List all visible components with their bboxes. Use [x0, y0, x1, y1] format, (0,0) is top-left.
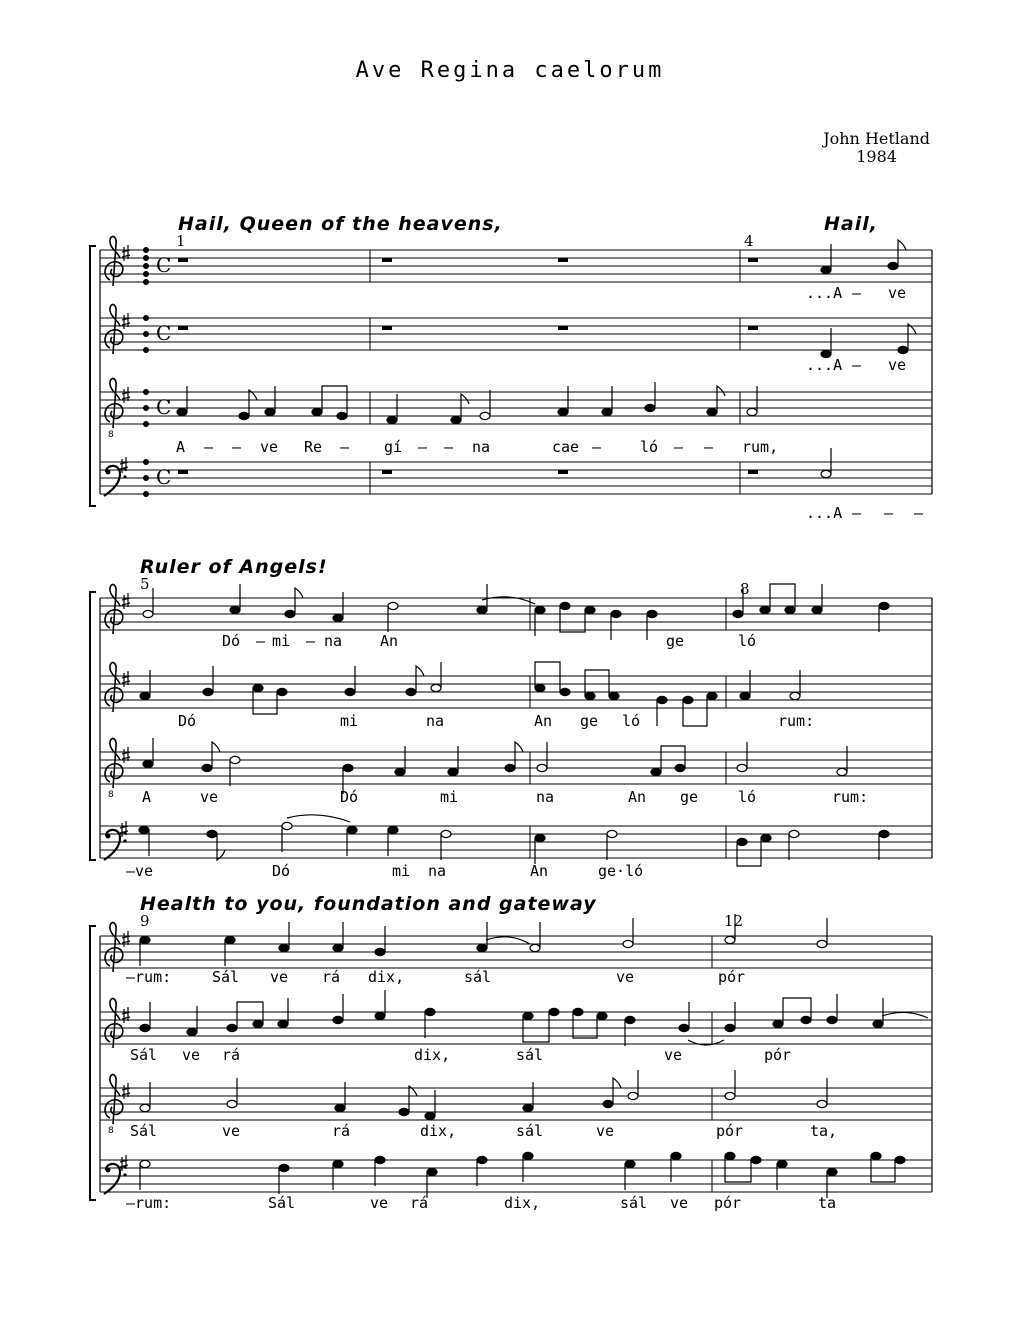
lyric: sál	[464, 968, 492, 986]
lyric: dix,	[420, 1122, 457, 1140]
lyric: –	[884, 504, 894, 522]
lyric: mi	[392, 862, 411, 880]
lyric: –	[914, 504, 924, 522]
lyric: –	[592, 438, 602, 456]
measure-number: 1	[176, 232, 186, 250]
lyric: dix,	[368, 968, 405, 986]
lyric: ve	[222, 1122, 241, 1140]
lyric: rum,	[742, 438, 779, 456]
lyric: –	[674, 438, 684, 456]
lyric: dix,	[414, 1046, 451, 1064]
lyric: ta	[818, 1194, 837, 1212]
lyric: pór	[718, 968, 746, 986]
lyric: An	[530, 862, 549, 880]
english-text: Hail, Queen of the heavens,	[178, 213, 503, 235]
lyric: –ve	[126, 862, 154, 880]
composition-year: 1984	[856, 147, 897, 166]
lyric: –	[204, 438, 214, 456]
lyric: sál	[516, 1046, 544, 1064]
lyric: na	[428, 862, 447, 880]
lyric: –rum:	[126, 968, 172, 986]
lyric: ...A	[806, 504, 843, 522]
lyric: ve	[888, 356, 907, 374]
lyric: Sál	[268, 1194, 296, 1212]
lyric: –	[444, 438, 454, 456]
lyric: ve	[200, 788, 219, 806]
lyric: pór	[714, 1194, 742, 1212]
svg-text:C: C	[156, 465, 172, 489]
lyric: ve	[260, 438, 279, 456]
lyric: An	[534, 712, 553, 730]
english-text-2: Hail,	[824, 213, 878, 235]
lyric: –	[306, 632, 316, 650]
system-1	[90, 213, 932, 522]
lyric: Dó	[222, 632, 241, 650]
lyric: –	[256, 632, 266, 650]
lyric: na	[536, 788, 555, 806]
lyric: mi	[272, 632, 291, 650]
lyric: cae	[552, 438, 580, 456]
lyric: ve	[182, 1046, 201, 1064]
english-text: Health to you, foundation and gateway	[140, 893, 597, 915]
lyric: ló	[640, 438, 659, 456]
lyric: ge	[580, 712, 599, 730]
lyric: sál	[516, 1122, 544, 1140]
lyric: na	[472, 438, 491, 456]
lyric: rá	[410, 1194, 429, 1212]
lyric: ge	[680, 788, 699, 806]
lyric: –	[852, 356, 862, 374]
lyric: na	[426, 712, 445, 730]
lyric: ge	[666, 632, 685, 650]
lyric: Sál	[130, 1046, 158, 1064]
lyric: –	[852, 284, 862, 302]
lyric: ge·ló	[598, 862, 644, 880]
measure-number: 5	[140, 575, 150, 593]
lyric: ve	[370, 1194, 389, 1212]
lyric: gí	[384, 438, 403, 456]
lyric: sál	[620, 1194, 648, 1212]
lyric: –	[704, 438, 714, 456]
english-text: Ruler of Angels!	[140, 556, 328, 578]
lyric: –	[852, 504, 862, 522]
lyric: ...A	[806, 284, 843, 302]
lyric: pór	[716, 1122, 744, 1140]
measure-number: 9	[140, 912, 150, 930]
composer-name: John Hetland	[823, 129, 930, 148]
lyric: Sál	[130, 1122, 158, 1140]
lyric: An	[380, 632, 399, 650]
lyric: mi	[440, 788, 459, 806]
lyric: ...A	[806, 356, 843, 374]
lyric: rá	[322, 968, 341, 986]
lyric: ve	[664, 1046, 683, 1064]
lyric: ve	[670, 1194, 689, 1212]
system-2	[90, 556, 932, 880]
lyric: A	[176, 438, 186, 456]
lyric-line-tenor-1	[176, 438, 778, 456]
svg-text:C: C	[156, 395, 172, 419]
svg-text:8: 8	[108, 790, 114, 800]
measure-number: 4	[744, 232, 754, 250]
lyric: ve	[270, 968, 289, 986]
lyric: –	[340, 438, 350, 456]
system-3	[90, 893, 932, 1212]
svg-text:C: C	[156, 253, 172, 277]
lyric: –rum:	[126, 1194, 172, 1212]
lyric: –	[232, 438, 242, 456]
lyric: –	[418, 438, 428, 456]
lyric: Dó	[178, 712, 197, 730]
lyric: Dó	[272, 862, 291, 880]
lyric: ve	[888, 284, 907, 302]
piece-title: Ave Regina caelorum	[355, 58, 665, 83]
lyric: na	[324, 632, 343, 650]
lyric: ló	[738, 632, 757, 650]
measure-number: 8	[740, 580, 750, 598]
svg-text:8: 8	[108, 430, 114, 440]
measure-number: 12	[724, 912, 744, 930]
lyric: ta,	[810, 1122, 838, 1140]
lyric: Dó	[340, 788, 359, 806]
staff-group	[90, 237, 932, 522]
lyric: ló	[738, 788, 757, 806]
lyric: A	[142, 788, 152, 806]
lyric: ve	[616, 968, 635, 986]
lyric: Re	[304, 438, 323, 456]
lyric: rum:	[778, 712, 815, 730]
lyric: An	[628, 788, 647, 806]
lyric: rum:	[832, 788, 869, 806]
lyric: pór	[764, 1046, 792, 1064]
lyric: rá	[332, 1122, 351, 1140]
lyric: ve	[596, 1122, 615, 1140]
lyric: Sál	[212, 968, 240, 986]
svg-text:8: 8	[108, 1126, 114, 1136]
svg-text:C: C	[156, 321, 172, 345]
lyric: ló	[622, 712, 641, 730]
lyric: rá	[222, 1046, 241, 1064]
lyric: mi	[340, 712, 359, 730]
lyric: dix,	[504, 1194, 541, 1212]
